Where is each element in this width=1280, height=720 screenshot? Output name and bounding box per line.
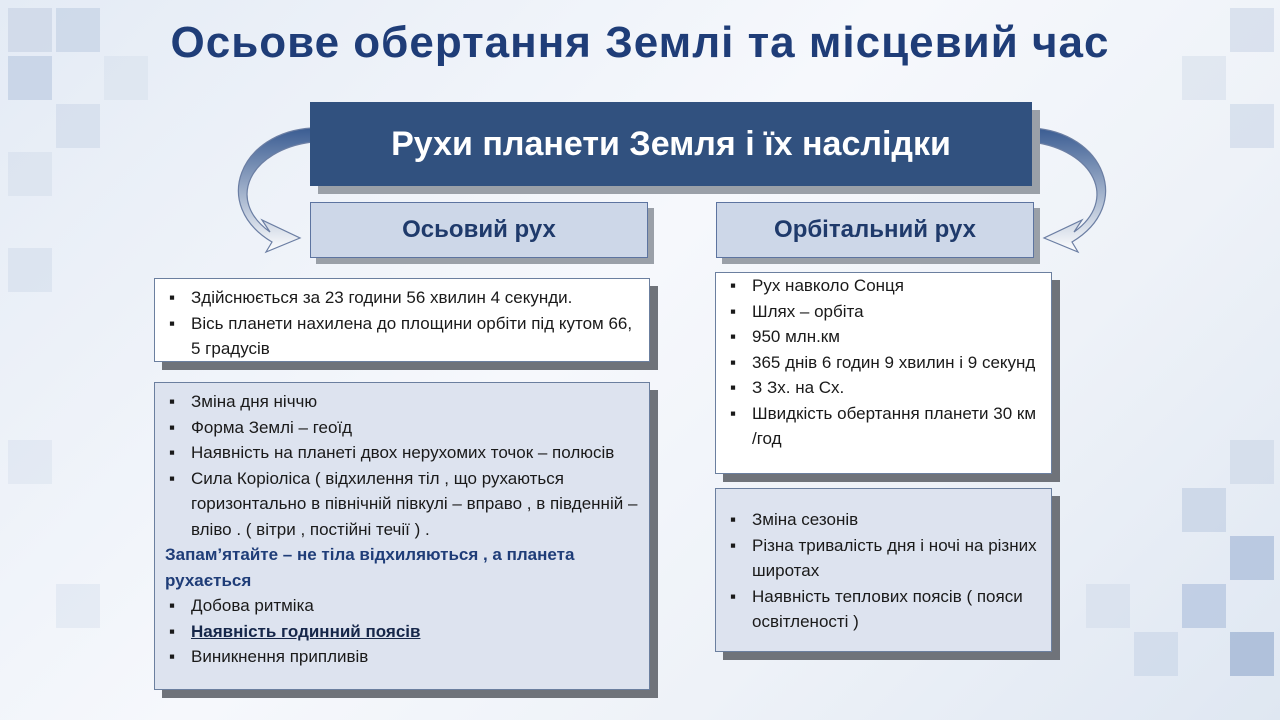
remember-note: Запам’ятайте – не тіла відхиляються , а планета рухається — [165, 545, 575, 590]
right-curved-arrow-icon — [1032, 128, 1106, 252]
list-item: ▪ Різна тривалість дня і ночі на різних широтах — [726, 533, 1043, 584]
axial-consequences-box — [154, 382, 650, 690]
list-item: ▪ Швидкість обертання планети 30 км /год — [726, 401, 1043, 452]
list-item: ▪ Рух навколо Сонця — [726, 273, 1043, 299]
banner-title: Рухи планети Земля і їх наслідки — [310, 102, 1032, 186]
axial-motion-header: Осьовий рух — [310, 202, 648, 258]
list-item: ▪ Вісь планети нахилена до площини орбіти під кутом 66, 5 градусів — [165, 311, 641, 362]
list-item — [165, 619, 641, 645]
axial-facts-box — [154, 278, 650, 362]
time-zones-text: Наявність годинний поясів — [191, 621, 421, 641]
orbital-motion-header: Орбітальний рух — [716, 202, 1034, 258]
list-item: ▪ Наявність на планеті двох нерухомих точок – полюсів — [165, 440, 641, 466]
list-item: ▪ Здійснюється за 23 години 56 хвилин 4 секунди. — [165, 285, 641, 311]
list-item: ▪ Форма Землі – геоїд — [165, 415, 641, 441]
list-item: ▪ Зміна дня ніччю — [165, 389, 641, 415]
list-item: ▪ Сила Коріоліса ( відхилення тіл , що рухаються горизонтально в північній півкулі – вправо , в південній – вліво . ( вітри , постійні течії ) . — [165, 466, 641, 543]
orbital-consequences-box — [715, 488, 1052, 652]
orbital-facts-box — [715, 272, 1052, 474]
list-item: ▪ 365 днів 6 годин 9 хвилин і 9 секунд — [726, 350, 1043, 376]
list-item: ▪ З Зх. на Сх. — [726, 375, 1043, 401]
list-item: ▪ 950 млн.км — [726, 324, 1043, 350]
slide-title: Осьове обертання Землі та місцевий час — [170, 18, 1110, 67]
list-item: ▪ Наявність теплових поясів ( пояси освітленості ) — [726, 584, 1043, 635]
list-item: ▪ Виникнення припливів — [165, 644, 641, 670]
list-item: ▪ Зміна сезонів — [726, 507, 1043, 533]
left-curved-arrow-icon — [238, 128, 312, 252]
list-item: ▪ Шлях – орбіта — [726, 299, 1043, 325]
list-item: ▪ Добова ритміка — [165, 593, 641, 619]
